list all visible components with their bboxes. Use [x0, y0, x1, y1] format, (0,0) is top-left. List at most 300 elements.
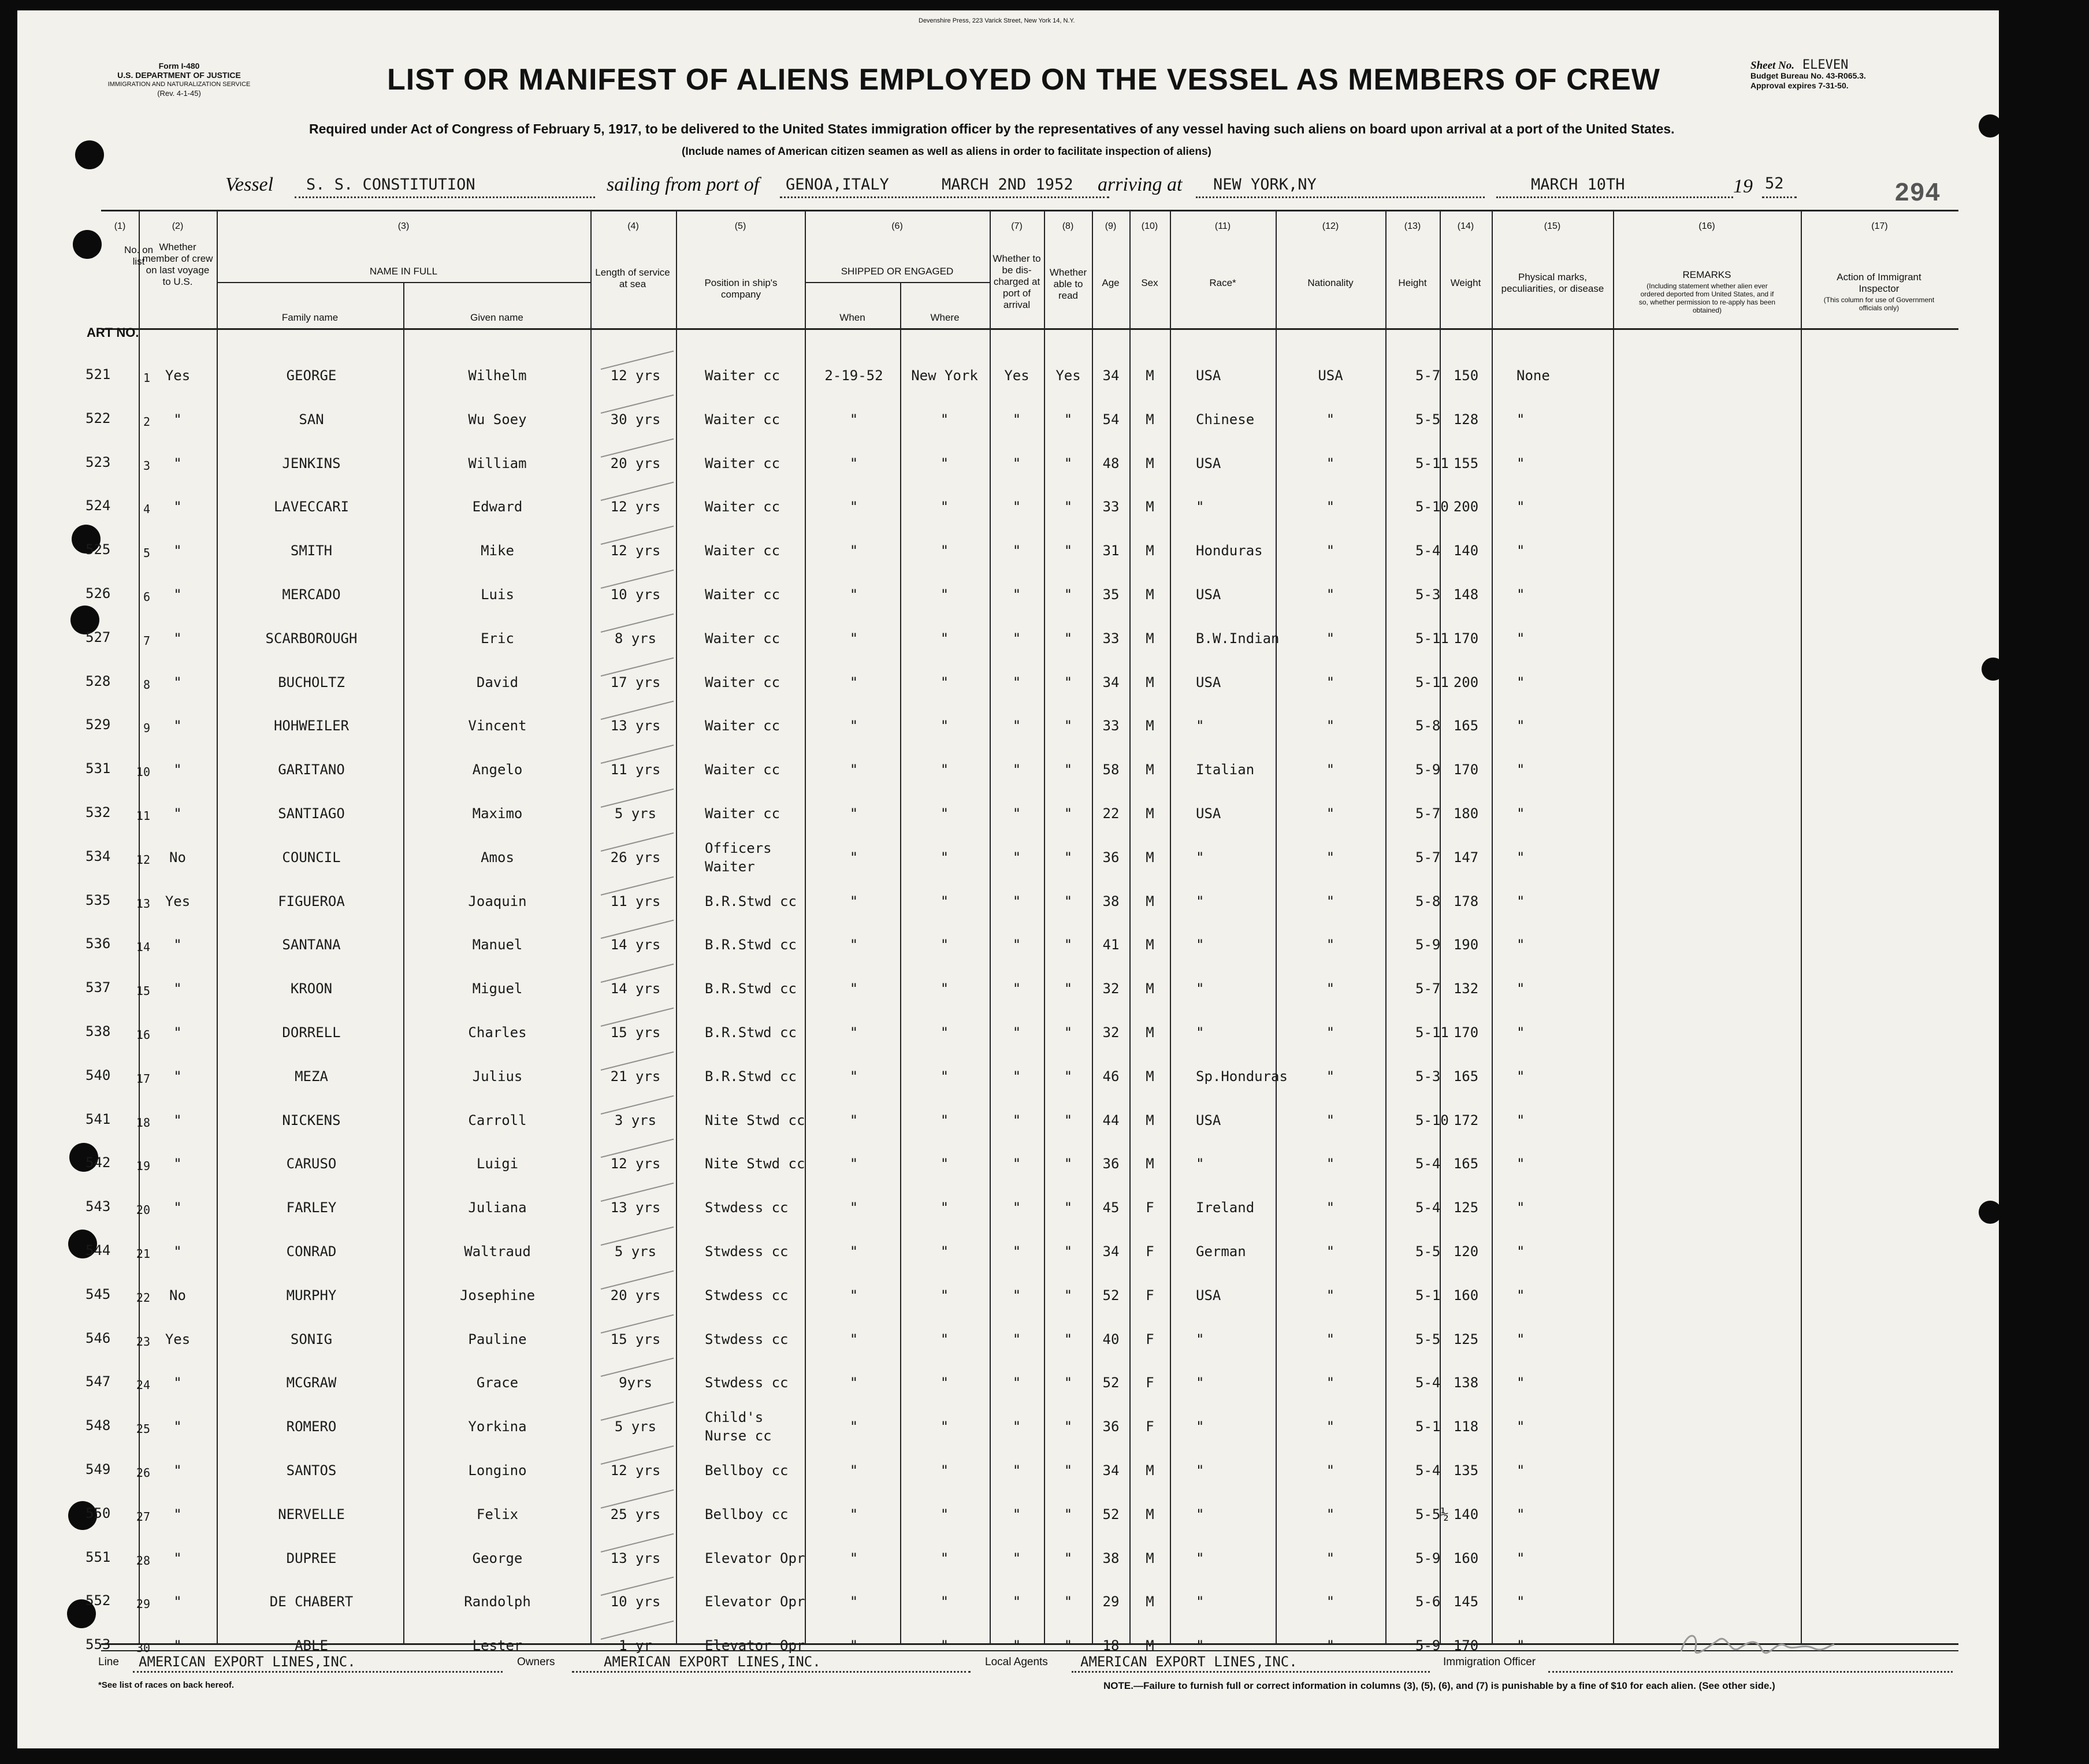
col-num-4: (4) — [627, 221, 639, 231]
service-tick-mark — [601, 920, 674, 939]
row-physical-marks: " — [1516, 762, 1525, 778]
row-last-voyage: " — [173, 1068, 182, 1085]
col-head-position: Position in ship's company — [704, 277, 778, 300]
row-length-of-service: 5 yrs — [614, 1418, 657, 1435]
row-list-no: 16 — [136, 1028, 150, 1042]
port-to: NEW YORK,NY — [1213, 176, 1317, 194]
row-physical-marks: " — [1516, 718, 1525, 734]
row-given-name: Wilhelm — [468, 367, 527, 384]
row-weight: 140 — [1453, 1506, 1479, 1522]
row-art-no: 523 — [86, 454, 111, 470]
row-height: 5-3 — [1415, 1068, 1441, 1085]
row-height: 5-6 — [1415, 1594, 1441, 1610]
sheet-number: ELEVEN — [1802, 58, 1849, 72]
art-no-label: ART NO. — [87, 325, 139, 340]
row-position: Waiter cc — [705, 455, 780, 471]
row-length-of-service: 11 yrs — [610, 893, 661, 909]
service-tick-mark — [601, 1402, 674, 1421]
row-position: Bellboy cc — [705, 1462, 789, 1479]
row-length-of-service: 20 yrs — [610, 1287, 661, 1303]
row-nationality: " — [1326, 1287, 1335, 1303]
row-given-name: Carroll — [468, 1112, 527, 1128]
row-art-no: 549 — [86, 1461, 111, 1477]
row-height: 5-7 — [1415, 849, 1441, 866]
row-sex: M — [1146, 455, 1154, 471]
row-list-no: 8 — [143, 678, 150, 692]
row-weight: 145 — [1453, 1594, 1479, 1610]
service-tick-mark — [601, 1095, 674, 1115]
col-num-1: (1) — [114, 221, 126, 231]
row-nationality: " — [1326, 1331, 1335, 1347]
row-able-to-read: " — [1064, 1506, 1073, 1522]
row-shipped-where: " — [940, 1550, 949, 1566]
row-length-of-service: 13 yrs — [610, 1199, 661, 1216]
col-head-able-to-read: Whether able to read — [1049, 267, 1087, 301]
row-position: Bellboy cc — [705, 1506, 789, 1522]
service-tick-mark — [601, 701, 674, 720]
row-race: USA — [1196, 455, 1221, 471]
row-race: " — [1196, 1156, 1205, 1172]
row-list-no: 24 — [136, 1378, 150, 1392]
row-sex: M — [1146, 586, 1154, 603]
row-nationality: " — [1326, 1462, 1335, 1479]
row-race: " — [1196, 1550, 1205, 1566]
row-able-to-read: " — [1064, 1112, 1073, 1128]
form-service: IMMIGRATION AND NATURALIZATION SERVICE — [107, 81, 251, 88]
row-discharged: " — [1012, 981, 1021, 997]
row-weight: 165 — [1453, 1156, 1479, 1172]
row-last-voyage: " — [173, 762, 182, 778]
arriving-label: arriving at — [1098, 174, 1183, 195]
service-tick-mark — [601, 658, 674, 677]
row-height: 5-5 — [1415, 1331, 1441, 1347]
row-sex: M — [1146, 543, 1154, 559]
row-weight: 125 — [1453, 1331, 1479, 1347]
row-nationality: " — [1326, 1637, 1335, 1654]
sheet-info — [1750, 60, 1866, 91]
row-given-name: Luis — [481, 586, 514, 603]
row-shipped-when: " — [849, 1594, 858, 1610]
row-list-no: 7 — [143, 634, 150, 648]
row-discharged: " — [1012, 674, 1021, 690]
row-length-of-service: 12 yrs — [610, 1156, 661, 1172]
row-position: Waiter cc — [705, 586, 780, 603]
row-nationality: " — [1326, 411, 1335, 428]
row-discharged: " — [1012, 1068, 1021, 1085]
row-art-no: 537 — [86, 979, 111, 996]
row-list-no: 4 — [143, 502, 150, 516]
service-tick-mark — [601, 351, 674, 370]
row-shipped-where: " — [940, 455, 949, 471]
service-tick-mark — [601, 526, 674, 545]
row-shipped-where: " — [940, 805, 949, 822]
row-length-of-service: 8 yrs — [614, 630, 657, 647]
col-head-race: Race* — [1209, 277, 1236, 288]
col-num-6: (6) — [891, 221, 903, 231]
row-last-voyage: " — [173, 1375, 182, 1391]
row-last-voyage: " — [173, 937, 182, 953]
row-age: 41 — [1102, 937, 1120, 953]
row-list-no: 1 — [143, 371, 150, 385]
service-tick-mark — [601, 1621, 674, 1640]
row-race: " — [1196, 1418, 1205, 1435]
row-sex: F — [1146, 1199, 1154, 1216]
row-given-name: Lester — [472, 1637, 523, 1654]
row-physical-marks: " — [1516, 1024, 1525, 1041]
row-family-name: FIGUEROA — [278, 893, 345, 909]
row-last-voyage: " — [173, 718, 182, 734]
row-position: B.R.Stwd cc — [705, 1024, 797, 1041]
col-num-13: (13) — [1404, 221, 1421, 231]
col-num-5: (5) — [734, 221, 746, 231]
row-weight: 172 — [1453, 1112, 1479, 1128]
row-race: USA — [1196, 1112, 1221, 1128]
row-age: 22 — [1102, 805, 1120, 822]
row-shipped-when: " — [849, 499, 858, 515]
row-sex: M — [1146, 1156, 1154, 1172]
row-discharged: " — [1012, 1418, 1021, 1435]
row-race: " — [1196, 849, 1205, 866]
service-tick-mark — [601, 1490, 674, 1509]
row-length-of-service: 11 yrs — [610, 762, 661, 778]
form-info — [104, 61, 254, 98]
row-weight: 200 — [1453, 499, 1479, 515]
row-weight: 190 — [1453, 937, 1479, 953]
row-position: Stwdess cc — [705, 1199, 789, 1216]
row-discharged: " — [1012, 543, 1021, 559]
row-family-name: ROMERO — [286, 1418, 337, 1435]
row-height: 5-7 — [1415, 805, 1441, 822]
row-list-no: 9 — [143, 721, 150, 735]
service-tick-mark — [601, 877, 674, 896]
row-weight: 138 — [1453, 1375, 1479, 1391]
row-given-name: Grace — [476, 1375, 519, 1391]
row-physical-marks: " — [1516, 411, 1525, 428]
row-given-name: Randolph — [464, 1594, 531, 1610]
row-shipped-when: " — [849, 1243, 858, 1260]
vessel-label: Vessel — [225, 174, 274, 195]
row-shipped-when: 2-19-52 — [824, 367, 883, 384]
row-shipped-when: " — [849, 805, 858, 822]
row-weight: 140 — [1453, 543, 1479, 559]
row-able-to-read: " — [1064, 1637, 1073, 1654]
row-list-no: 23 — [136, 1335, 150, 1349]
row-shipped-where: " — [940, 1637, 949, 1654]
row-discharged: " — [1012, 630, 1021, 647]
row-last-voyage: " — [173, 586, 182, 603]
row-family-name: DE CHABERT — [269, 1594, 354, 1610]
row-sex: M — [1146, 893, 1154, 909]
row-discharged: " — [1012, 1375, 1021, 1391]
row-art-no: 536 — [86, 935, 111, 952]
row-sex: M — [1146, 981, 1154, 997]
row-physical-marks: " — [1516, 893, 1525, 909]
row-length-of-service: 26 yrs — [610, 849, 661, 866]
row-height: 5-9 — [1415, 1550, 1441, 1566]
col-head-nationality: Nationality — [1307, 277, 1354, 288]
col-head-sex: Sex — [1141, 277, 1158, 288]
service-tick-mark — [601, 1183, 674, 1202]
row-race: " — [1196, 981, 1205, 997]
row-able-to-read: " — [1064, 981, 1073, 997]
row-list-no: 29 — [136, 1597, 150, 1611]
row-shipped-when: " — [849, 1506, 858, 1522]
row-given-name: Eric — [481, 630, 514, 647]
row-shipped-when: " — [849, 586, 858, 603]
row-length-of-service: 5 yrs — [614, 1243, 657, 1260]
row-art-no: 546 — [86, 1330, 111, 1346]
row-given-name: Edward — [472, 499, 523, 515]
row-height: 5-7 — [1415, 367, 1441, 384]
row-race: Sp.Honduras — [1196, 1068, 1288, 1085]
row-length-of-service: 10 yrs — [610, 586, 661, 603]
row-race: B.W.Indian — [1196, 630, 1280, 647]
row-last-voyage: " — [173, 674, 182, 690]
vessel-name: S. S. CONSTITUTION — [306, 176, 475, 194]
row-able-to-read: " — [1064, 1287, 1073, 1303]
service-tick-mark — [601, 1008, 674, 1027]
row-shipped-where: New York — [911, 367, 978, 384]
row-shipped-where: " — [940, 586, 949, 603]
col-num-8: (8) — [1062, 221, 1074, 231]
row-age: 36 — [1102, 1418, 1120, 1435]
row-art-no: 532 — [86, 804, 111, 820]
row-list-no: 13 — [136, 897, 150, 911]
row-nationality: " — [1326, 1550, 1335, 1566]
row-weight: 160 — [1453, 1287, 1479, 1303]
row-shipped-when: " — [849, 762, 858, 778]
row-list-no: 10 — [136, 765, 150, 779]
sailing-label: sailing from port of — [607, 174, 760, 195]
row-race: USA — [1196, 805, 1221, 822]
row-height: 5-9 — [1415, 762, 1441, 778]
row-shipped-where: " — [940, 1199, 949, 1216]
row-discharged: " — [1012, 499, 1021, 515]
row-nationality: " — [1326, 455, 1335, 471]
manifest-sheet — [17, 10, 1999, 1748]
row-race: USA — [1196, 1287, 1221, 1303]
row-family-name: SAN — [299, 411, 324, 428]
row-list-no: 30 — [136, 1641, 150, 1655]
row-family-name: BUCHOLTZ — [278, 674, 345, 690]
row-given-name: Charles — [468, 1024, 527, 1041]
row-discharged: " — [1012, 849, 1021, 866]
row-race: " — [1196, 937, 1205, 953]
row-shipped-when: " — [849, 630, 858, 647]
page-title: LIST OR MANIFEST OF ALIENS EMPLOYED ON THE VESSEL AS MEMBERS OF CREW — [387, 63, 1660, 96]
row-shipped-where: " — [940, 1068, 949, 1085]
row-shipped-where: " — [940, 1024, 949, 1041]
row-art-no: 535 — [86, 892, 111, 908]
row-family-name: MCGRAW — [286, 1375, 337, 1391]
row-given-name: Maximo — [472, 805, 523, 822]
row-sex: M — [1146, 1068, 1154, 1085]
row-nationality: " — [1326, 1112, 1335, 1128]
row-nationality: " — [1326, 762, 1335, 778]
row-length-of-service: 14 yrs — [610, 937, 661, 953]
row-last-voyage: " — [173, 1156, 182, 1172]
row-discharged: " — [1012, 762, 1021, 778]
col-head-last-voyage: Whether member of crew on last voyage to U.S. — [142, 242, 213, 287]
row-family-name: GARITANO — [278, 762, 345, 778]
row-art-no: 544 — [86, 1242, 111, 1258]
row-discharged: " — [1012, 1287, 1021, 1303]
row-last-voyage: " — [173, 805, 182, 822]
row-last-voyage: Yes — [165, 367, 191, 384]
row-art-no: 540 — [86, 1067, 111, 1083]
row-shipped-when: " — [849, 981, 858, 997]
sheet-label: Sheet No. — [1750, 60, 1794, 72]
punch-hole — [1979, 1201, 2002, 1224]
row-discharged: " — [1012, 1156, 1021, 1172]
row-able-to-read: " — [1064, 411, 1073, 428]
row-sex: F — [1146, 1375, 1154, 1391]
row-able-to-read: " — [1064, 1418, 1073, 1435]
row-able-to-read: " — [1064, 937, 1073, 953]
row-physical-marks: " — [1516, 849, 1525, 866]
service-tick-mark — [601, 1271, 674, 1290]
row-art-no: 541 — [86, 1111, 111, 1127]
row-shipped-where: " — [940, 674, 949, 690]
row-sex: F — [1146, 1243, 1154, 1260]
row-family-name: SCARBOROUGH — [265, 630, 358, 647]
row-able-to-read: " — [1064, 893, 1073, 909]
row-age: 45 — [1102, 1199, 1120, 1216]
row-sex: M — [1146, 1550, 1154, 1566]
row-height: 5-11 — [1415, 1024, 1449, 1041]
row-weight: 160 — [1453, 1550, 1479, 1566]
col-num-14: (14) — [1457, 221, 1474, 231]
row-height: 5-4 — [1415, 1156, 1441, 1172]
row-race: " — [1196, 1024, 1205, 1041]
row-able-to-read: " — [1064, 1068, 1073, 1085]
row-nationality: " — [1326, 1506, 1335, 1522]
row-given-name: George — [472, 1550, 523, 1566]
row-able-to-read: " — [1064, 455, 1073, 471]
footer-agents-label: Local Agents — [985, 1656, 1048, 1668]
row-art-no: 521 — [86, 366, 111, 382]
row-position: Elevator Opr — [705, 1637, 805, 1654]
service-tick-mark — [601, 1358, 674, 1377]
row-length-of-service: 13 yrs — [610, 718, 661, 734]
row-able-to-read: " — [1064, 1594, 1073, 1610]
row-list-no: 27 — [136, 1510, 150, 1524]
row-list-no: 28 — [136, 1554, 150, 1568]
row-height: 5-5 — [1415, 1243, 1441, 1260]
row-race: German — [1196, 1243, 1246, 1260]
row-position: Stwdess cc — [705, 1287, 789, 1303]
row-sex: M — [1146, 1462, 1154, 1479]
row-sex: F — [1146, 1287, 1154, 1303]
row-height: 5-8 — [1415, 718, 1441, 734]
row-shipped-where: " — [940, 1375, 949, 1391]
row-physical-marks: " — [1516, 586, 1525, 603]
row-shipped-where: " — [940, 1156, 949, 1172]
service-tick-mark — [601, 1227, 674, 1246]
row-shipped-where: " — [940, 1462, 949, 1479]
row-race: " — [1196, 1331, 1205, 1347]
row-last-voyage: " — [173, 499, 182, 515]
row-shipped-when: " — [849, 1550, 858, 1566]
row-discharged: " — [1012, 1112, 1021, 1128]
row-length-of-service: 15 yrs — [610, 1024, 661, 1041]
row-height: 5-4 — [1415, 1462, 1441, 1479]
row-position: Waiter cc — [705, 762, 780, 778]
row-discharged: " — [1012, 805, 1021, 822]
row-nationality: " — [1326, 1375, 1335, 1391]
row-position: Nite Stwd cc — [705, 1156, 805, 1172]
row-sex: M — [1146, 630, 1154, 647]
row-height: 5-10 — [1415, 499, 1449, 515]
row-shipped-where: " — [940, 1594, 949, 1610]
row-family-name: MERCADO — [282, 586, 341, 603]
row-last-voyage: No — [169, 1287, 186, 1303]
row-physical-marks: " — [1516, 499, 1525, 515]
row-weight: 135 — [1453, 1462, 1479, 1479]
row-race: Ireland — [1196, 1199, 1255, 1216]
col-head-where: Where — [930, 312, 960, 323]
row-able-to-read: " — [1064, 849, 1073, 866]
row-age: 31 — [1102, 543, 1120, 559]
row-length-of-service: 12 yrs — [610, 499, 661, 515]
row-shipped-where: " — [940, 718, 949, 734]
row-shipped-when: " — [849, 543, 858, 559]
port-from: GENOA,ITALY — [786, 176, 889, 194]
row-list-no: 17 — [136, 1072, 150, 1086]
row-given-name: Waltraud — [464, 1243, 531, 1260]
row-shipped-where: " — [940, 1418, 949, 1435]
row-race: " — [1196, 1462, 1205, 1479]
row-age: 33 — [1102, 630, 1120, 647]
row-position: Elevator Opr — [705, 1550, 805, 1566]
row-given-name: David — [476, 674, 519, 690]
row-list-no: 22 — [136, 1291, 150, 1305]
row-able-to-read: " — [1064, 499, 1073, 515]
row-position: Waiter cc — [705, 411, 780, 428]
row-last-voyage: No — [169, 849, 186, 866]
row-last-voyage: " — [173, 1243, 182, 1260]
service-tick-mark — [601, 439, 674, 458]
col-num-2: (2) — [172, 221, 184, 231]
row-length-of-service: 14 yrs — [610, 981, 661, 997]
row-height: 5-10 — [1415, 1112, 1449, 1128]
row-list-no: 15 — [136, 984, 150, 998]
row-shipped-where: " — [940, 499, 949, 515]
row-shipped-where: " — [940, 1243, 949, 1260]
row-height: 5-1 — [1415, 1418, 1441, 1435]
year-suffix: 52 — [1765, 174, 1784, 192]
row-shipped-when: " — [849, 1462, 858, 1479]
row-weight: 125 — [1453, 1199, 1479, 1216]
row-given-name: Luigi — [476, 1156, 519, 1172]
row-family-name: COUNCIL — [282, 849, 341, 866]
row-age: 38 — [1102, 1550, 1120, 1566]
row-sex: M — [1146, 674, 1154, 690]
row-nationality: " — [1326, 1068, 1335, 1085]
row-nationality: USA — [1318, 367, 1343, 384]
service-tick-mark — [601, 964, 674, 983]
row-physical-marks: " — [1516, 1331, 1525, 1347]
row-sex: M — [1146, 762, 1154, 778]
row-length-of-service: 15 yrs — [610, 1331, 661, 1347]
row-art-no: 543 — [86, 1198, 111, 1215]
row-shipped-where: " — [940, 893, 949, 909]
row-position: B.R.Stwd cc — [705, 981, 797, 997]
printer-credit: Devenshire Press, 223 Varick Street, New York 14, N.Y. — [919, 17, 1075, 24]
row-physical-marks: " — [1516, 1462, 1525, 1479]
row-discharged: " — [1012, 1243, 1021, 1260]
row-physical-marks: " — [1516, 1506, 1525, 1522]
